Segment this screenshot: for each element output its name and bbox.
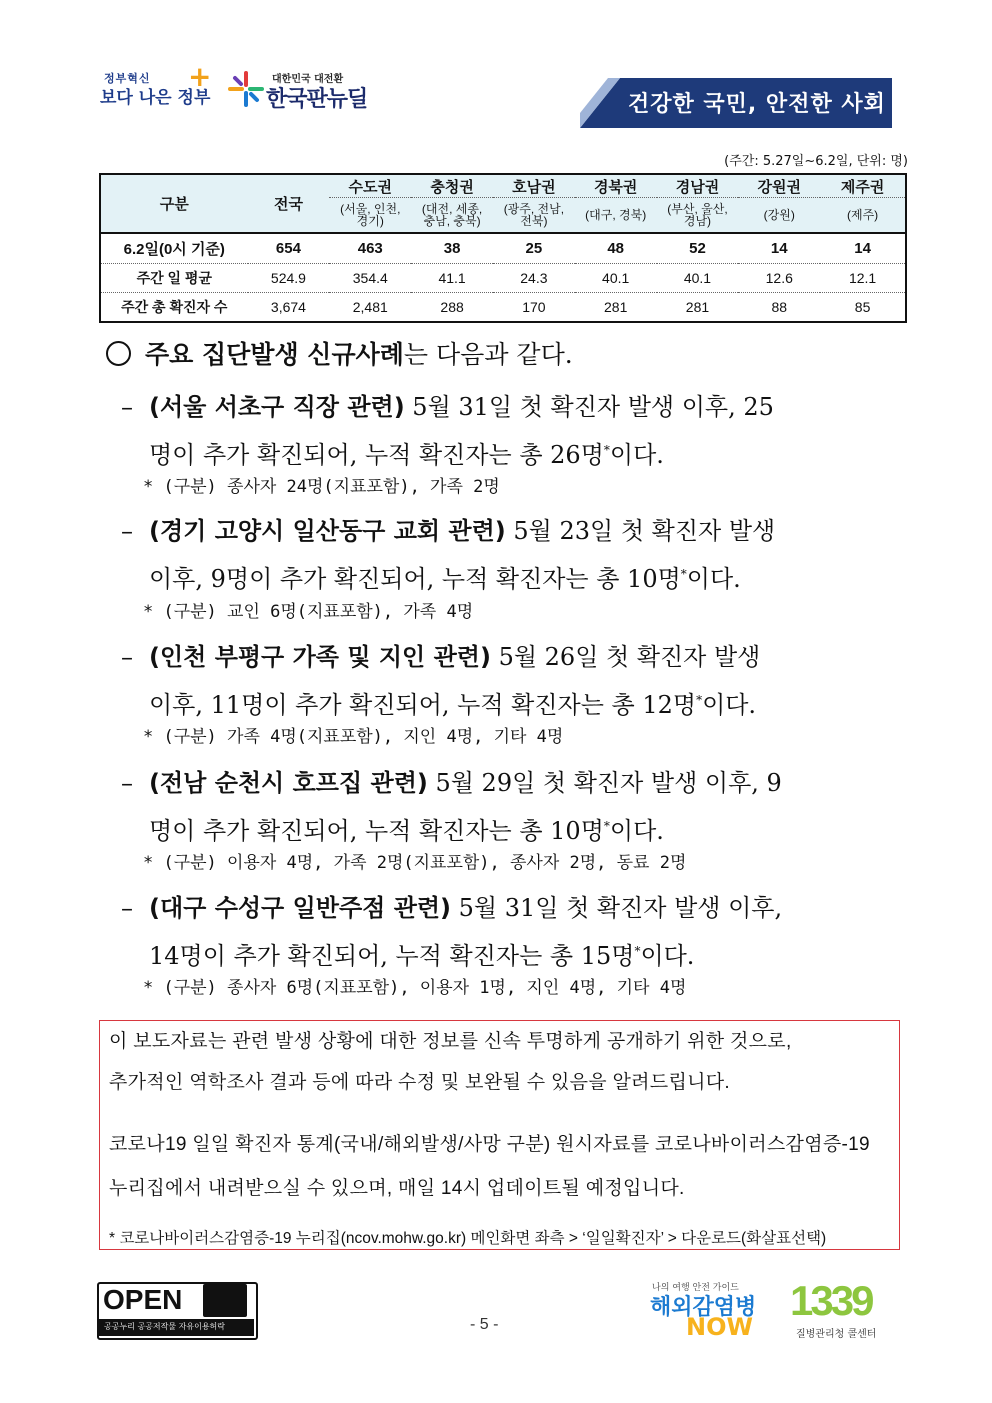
- cluster-text: 5월 31일 첫 확진자 발생 이후, 25: [404, 393, 774, 421]
- notice-text: 이 보도자료는 관련 발생 상황에 대한 정보를 신속 투명하게 공개하기 위한 것으로,: [109, 1031, 792, 1052]
- cluster-text: 이다.: [640, 942, 695, 970]
- cluster-title: (대구 수성구 일반주점 관련): [149, 894, 452, 922]
- table-unit-note: (주간: 5.27일~6.2일, 단위: 명): [724, 154, 908, 169]
- col-header-region: 경북권: [575, 174, 657, 198]
- table-cell: 354.4: [329, 264, 411, 293]
- cluster-text: 5월 29일 첫 확진자 발생 이후, 9: [427, 769, 782, 797]
- table-cell: 654: [248, 233, 330, 264]
- intro-rest: 는 다음과 같다.: [403, 340, 573, 369]
- table-cell: 40.1: [657, 264, 739, 293]
- table-row: [100, 264, 906, 293]
- table-cell: 288: [411, 293, 493, 323]
- cluster-text: 명이 추가 확진되어, 누적 확진자는 총 26명: [149, 441, 604, 469]
- col-header-region: 수도권: [329, 174, 411, 198]
- cluster-note: * (구분) 종사자 6명(지표포함), 이용자 1명, 지인 4명, 기타 4명: [143, 978, 687, 998]
- open-license-label: OPEN: [103, 1284, 183, 1315]
- cluster-title: (전남 순천시 호프집 관련): [149, 769, 428, 797]
- plus-icon: +: [188, 60, 212, 93]
- cluster-item: – (인천 부평구 가족 및 지인 관련) 5월 26일 첫 확진자 발생 이후, 11명이 추가 확진되어, 누적 확진자는 총 12명*이다.: [121, 643, 761, 719]
- cluster-title: (경기 고양시 일산동구 교회 관련): [149, 517, 506, 545]
- cluster-item: – (경기 고양시 일산동구 교회 관련) 5월 23일 첫 확진자 발생 이후, 9명이 추가 확진되어, 누적 확진자는 총 10명*이다.: [121, 517, 776, 593]
- intro-bold: 주요 집단발생 신규사례: [145, 340, 404, 369]
- table-cell: 88: [738, 293, 820, 323]
- row-label: 주간 일 평균: [100, 264, 248, 293]
- cluster-note: * (구분) 교인 6명(지표포함), 가족 4명: [143, 602, 474, 622]
- call-center-logo: 1339: [790, 1277, 872, 1324]
- col-header-region: 충청권: [411, 174, 493, 198]
- notice-text: 추가적인 역학조사 결과 등에 따라 수정 및 보완될 수 있음을 알려드립니다.: [109, 1072, 730, 1093]
- table-cell: 2,481: [329, 293, 411, 323]
- cluster-text: 5월 31일 첫 확진자 발생 이후,: [451, 894, 783, 922]
- table-cell: 48: [575, 233, 657, 264]
- logo-new-deal: 한국판뉴딜: [266, 87, 368, 112]
- weekly-cases-table: [99, 173, 907, 323]
- col-subheader: (부산, 울산, 경남): [657, 198, 739, 234]
- col-subheader: (제주): [820, 198, 906, 234]
- circle-bullet-icon: [106, 341, 131, 366]
- notice-text: 누리집에서 내려받으실 수 있으며, 매일 14시 업데이트될 예정입니다.: [109, 1178, 685, 1199]
- col-subheader: (서울, 인천, 경기): [329, 198, 411, 234]
- cluster-item: – (대구 수성구 일반주점 관련) 5월 31일 첫 확진자 발생 이후, 14명이 추가 확진되어, 누적 확진자는 총 15명*이다.: [121, 894, 783, 970]
- cluster-title: (인천 부평구 가족 및 지인 관련): [149, 643, 491, 671]
- table-cell: 38: [411, 233, 493, 264]
- section-intro: [106, 335, 573, 371]
- table-cell: 12.6: [738, 264, 820, 293]
- cluster-text: 이후, 11명이 추가 확진되어, 누적 확진자는 총 12명: [149, 691, 697, 719]
- table-cell: 524.9: [248, 264, 330, 293]
- notice-text: 코로나19 일일 확진자 통계(국내/해외발생/사망 구분) 원시자료를 코로나바이러스감염증-19: [109, 1134, 870, 1155]
- notice-footnote: * 코로나바이러스감염증-19 누리집(ncov.mohw.go.kr) 메인화면 좌측 > ‘일일확진자’ > 다운로드(화살표선택): [109, 1230, 827, 1247]
- col-header-national: 전국: [248, 174, 330, 233]
- table-cell: 40.1: [575, 264, 657, 293]
- cluster-text: 명이 추가 확진되어, 누적 확진자는 총 10명: [149, 817, 604, 845]
- cluster-text: 이다.: [702, 691, 757, 719]
- cluster-note: * (구분) 종사자 24명(지표포함), 가족 2명: [143, 477, 500, 497]
- cluster-text: 이다.: [686, 565, 741, 593]
- table-row: [100, 233, 906, 264]
- overseas-infection-logo-now: NOW: [686, 1313, 753, 1341]
- new-deal-star-icon: [227, 70, 265, 108]
- col-subheader: (대구, 경북): [575, 198, 657, 234]
- logo-new-deal-caption: 대한민국 대전환: [272, 74, 344, 85]
- cluster-text: 이다.: [609, 817, 664, 845]
- cluster-note: * (구분) 이용자 4명, 가족 2명(지표포함), 종사자 2명, 동료 2명: [143, 853, 687, 873]
- col-header-region: 제주권: [820, 174, 906, 198]
- cluster-item: – (서울 서초구 직장 관련) 5월 31일 첫 확진자 발생 이후, 25 명이 추가 확진되어, 누적 확진자는 총 26명*이다.: [121, 393, 774, 469]
- overseas-infection-logo-caption: 나의 여행 안전 가이드: [652, 1283, 739, 1293]
- cluster-text: 5월 26일 첫 확진자 발생: [490, 643, 761, 671]
- cluster-text: 이후, 9명이 추가 확진되어, 누적 확진자는 총 10명: [149, 565, 681, 593]
- table-cell: 41.1: [411, 264, 493, 293]
- col-subheader: (대전, 세종, 충남, 충북): [411, 198, 493, 234]
- cluster-text: 5월 23일 첫 확진자 발생: [505, 517, 776, 545]
- table-cell: 281: [575, 293, 657, 323]
- table-cell: 24.3: [493, 264, 575, 293]
- logo-govt-innovation: 보다 나은 정부: [100, 88, 211, 108]
- table-cell: 14: [820, 233, 906, 264]
- logo-govt-innovation-caption: 정부혁신: [104, 72, 151, 85]
- col-header-region: 강원권: [738, 174, 820, 198]
- cluster-title: (서울 서초구 직장 관련): [149, 393, 405, 421]
- col-subheader: (광주, 전남, 전북): [493, 198, 575, 234]
- col-header-region: 경남권: [657, 174, 739, 198]
- table-cell: 52: [657, 233, 739, 264]
- row-label: 6.2일(0시 기준): [100, 233, 248, 264]
- header-label: 구분: [100, 174, 248, 233]
- cluster-text: 이다.: [609, 441, 664, 469]
- attribution-icon: [203, 1284, 247, 1317]
- table-cell: 463: [329, 233, 411, 264]
- row-label: 주간 총 확진자 수: [100, 293, 248, 323]
- table-cell: 25: [493, 233, 575, 264]
- table-cell: 14: [738, 233, 820, 264]
- overseas-infection-logo: 해외감염병: [650, 1295, 757, 1320]
- table-cell: 281: [657, 293, 739, 323]
- page-number: - 5 -: [470, 1316, 499, 1333]
- cluster-item: – (전남 순천시 호프집 관련) 5월 29일 첫 확진자 발생 이후, 9 명이 추가 확진되어, 누적 확진자는 총 10명*이다.: [121, 769, 782, 845]
- notice-box: [99, 1020, 900, 1250]
- call-center-caption: 질병관리청 콜센터: [796, 1329, 877, 1340]
- table-cell: 3,674: [248, 293, 330, 323]
- table-cell: 85: [820, 293, 906, 323]
- cluster-text: 14명이 추가 확진되어, 누적 확진자는 총 15명: [149, 942, 635, 970]
- table-cell: 170: [493, 293, 575, 323]
- col-subheader: (강원): [738, 198, 820, 234]
- slogan-text: 건강한 국민, 안전한 사회: [628, 92, 886, 117]
- table-cell: 12.1: [820, 264, 906, 293]
- col-header-region: 호남권: [493, 174, 575, 198]
- table-row: [100, 293, 906, 323]
- open-license-caption: 공공누리 공공저작물 자유이용허락: [104, 1322, 226, 1331]
- cluster-note: * (구분) 가족 4명(지표포함), 지인 4명, 기타 4명: [143, 727, 564, 747]
